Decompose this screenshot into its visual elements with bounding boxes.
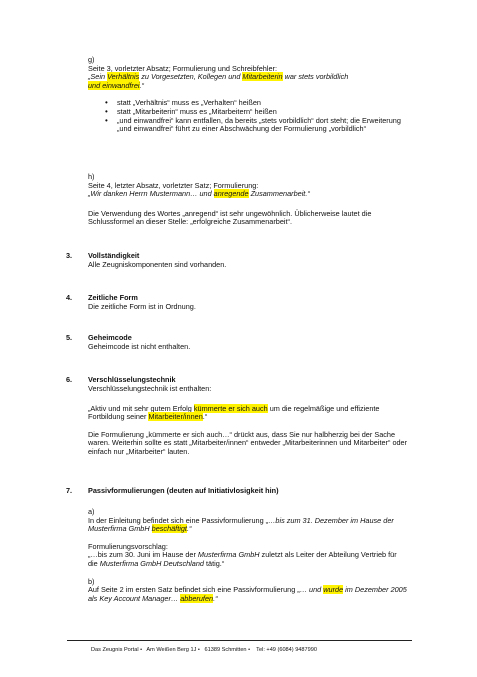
item-h xyxy=(88,173,408,227)
section-3-title: Vollständigkeit xyxy=(88,251,140,260)
item-h-quote: „Wir danken Herrn Mustermann… und anregende Zusammenarbeit.“ xyxy=(88,189,310,199)
section-7-body xyxy=(88,508,408,603)
bullet-item: • statt „Verhältnis“ muss es „Verhalten“ heißen xyxy=(117,99,408,108)
item-b-text: Auf Seite 2 im ersten Satz befindet sich eine Passivformulierung „… und wurde im Dezember 2005 als Key Account Manager… abberufen.“ xyxy=(88,585,407,603)
item-g-bullets xyxy=(88,99,408,133)
highlight-einwandfrei: und einwandfrei xyxy=(88,80,140,90)
highlight-kuemmerte: kümmerte er sich auch xyxy=(193,403,268,413)
section-6-note: Die Formulierung „kümmerte er sich auch…“ drückt aus, dass Sie nur halbherzig bei der Sache waren. Weiterhin sollte es statt „Mitarbeiter/innen“ entweder „Mitarbeiterinnen und Mitarbeiter“ oder einfach nur „Mitarbeiter“ lauten. xyxy=(88,429,408,456)
bullet-item: • statt „Mitarbeiterin“ muss es „Mitarbeitern“ heißen xyxy=(117,108,408,117)
highlight-mitarbeiter-innen: Mitarbeiter/innen xyxy=(148,412,203,422)
highlight-anregende: anregende xyxy=(213,189,249,199)
section-5-number: 5. xyxy=(66,333,73,342)
highlight-abberufen: abberufen xyxy=(180,593,214,603)
item-g xyxy=(88,56,408,134)
item-g-quote: „Sein Verhältnis zu Vorgesetzten, Kollegen und Mitarbeiterin war stets vorbildlich und einwandfrei.“ xyxy=(88,72,349,90)
section-6-quote: „Aktiv und mit sehr gutem Erfolg kümmerte er sich auch um die regelmäßige und effiziente Fortbildung seiner Mitarbeiter/innen.“ xyxy=(88,403,380,422)
item-a-text: In der Einleitung befindet sich eine Passivformulierung „…bis zum 31. Dezember im Hause der Musterfirma GmbH beschäftigt.“ xyxy=(88,515,394,534)
proposal-text: „…bis zum 30. Juni im Hause der Musterfirma GmbH zuletzt als Leiter der Abteilung Vertrieb für die Musterfirma GmbH Deutschland tätig.“ xyxy=(88,550,397,568)
proposal-label: Formulierungsvorschlag: xyxy=(88,541,168,551)
highlight-mitarbeiterin: Mitarbeiterin xyxy=(242,72,283,82)
highlight-wurde: wurde xyxy=(323,585,344,595)
section-7-number: 7. xyxy=(66,486,73,495)
section-5-title: Geheimcode xyxy=(88,333,132,342)
section-6-text: Verschlüsselungstechnik ist enthalten: xyxy=(88,384,212,393)
highlight-verhaeltnis: Verhältnis xyxy=(107,72,140,82)
section-7-title: Passivformulierungen (deuten auf Initiativlosigkeit hin) xyxy=(88,486,279,495)
section-6-body xyxy=(88,385,408,457)
item-h-heading: Seite 4, letzter Absatz, vorletzter Satz; Formulierung: xyxy=(88,180,259,190)
section-6-title: Verschlüsselungstechnik xyxy=(88,375,176,384)
highlight-beschaeftigt: beschäftigt xyxy=(151,524,187,534)
section-4-number: 4. xyxy=(66,293,73,302)
section-6-number: 6. xyxy=(66,375,73,384)
item-g-label: g) xyxy=(88,55,95,64)
item-h-label: h) xyxy=(88,172,95,181)
section-3-number: 3. xyxy=(66,251,73,260)
item-h-note: Die Verwendung des Wortes „anregend“ ist sehr ungewöhnlich. Üblicherweise lautet die Schlussformel an dieser Stelle: „erfolgreiche Zusammenarbeit“. xyxy=(88,208,372,227)
item-b-label: b) xyxy=(88,576,95,586)
footer-divider xyxy=(67,640,412,641)
section-5-text: Geheimcode ist nicht enthalten. xyxy=(88,342,191,351)
page-footer: Das Zeugnis Portal • Am Weißen Berg 1J • 61389 Schmitten • Tel: +49 (6084) 9487990 xyxy=(91,647,317,653)
item-g-heading: Seite 3, vorletzter Absatz; Formulierung und Schreibfehler: xyxy=(88,63,278,73)
section-3-text: Alle Zeugniskomponenten sind vorhanden. xyxy=(88,260,227,269)
section-4-text: Die zeitliche Form ist in Ordnung. xyxy=(88,302,196,311)
bullet-item: • „und einwandfrei“ kann entfallen, da bereits „stets vorbildlich“ dort steht; die Erweiterung „und einwandfrei“ führt zu einer Abschwächung der Formulierung „vorbildlich“ xyxy=(117,117,408,134)
item-a-label: a) xyxy=(88,507,95,516)
section-4-title: Zeitliche Form xyxy=(88,293,138,302)
